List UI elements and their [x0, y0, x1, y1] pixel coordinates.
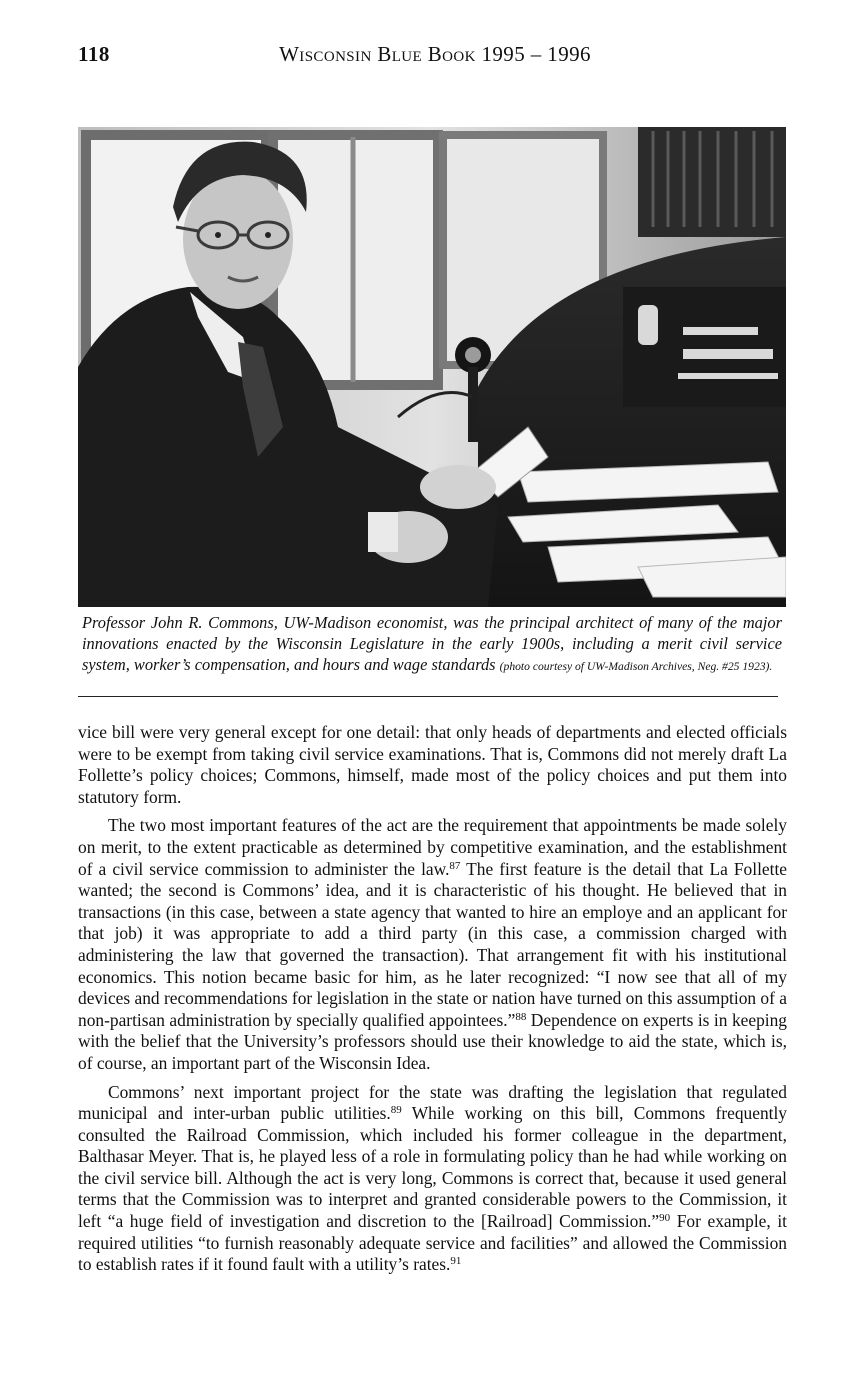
footnote-ref: 88: [515, 1010, 527, 1023]
paragraph-text: The two most important features of the act are the requirement that appointments be made solely on merit, to the extent practicable as determined by competitive examination, and the establishment of a civil service commission to administer the law.: [78, 815, 787, 879]
paragraph-text: Dependence on experts is in keeping with the belief that the University’s professors should use their knowledge to aid the state, which is, of course, an important part of the Wisconsin Idea.: [78, 1009, 787, 1073]
paragraph-text: Commons’ next important project for the state was drafting the legislation that regulated municipal and inter-urban public utilities.: [78, 1081, 787, 1124]
paragraph-text: For example, it required utilities “to furnish reasonably adequate service and facilities” and allowed the Commission to establish rates if it found fault with a utility’s rates.: [78, 1211, 787, 1275]
photo-credit: (photo courtesy of UW-Madison Archives, Neg. #25 1923).: [499, 660, 773, 673]
figure-photo: [78, 127, 786, 607]
footnote-ref: 87: [449, 859, 461, 872]
paragraph: [78, 722, 787, 808]
running-title: Wisconsin Blue Book 1995 – 1996: [279, 42, 591, 66]
paragraph-text: vice bill were very general except for one detail: that only heads of departments and elected officials were to be exempt from taking civil service examinations. That is, Commons did not merely draft La Follette’s policy choices; Commons, himself, made most of the policy choices and put them into statutory form.: [78, 722, 787, 807]
article-body: [78, 722, 787, 1283]
footnote-ref: 89: [390, 1104, 402, 1117]
figure-caption: [82, 612, 782, 677]
paragraph: [78, 1082, 787, 1276]
paragraph-text: The first feature is the detail that La Follette wanted; the second is Commons’ idea, and it is characteristic of his thought. He believed that in transactions (in this case, between a state agency that wanted to hire an employe and an applicant for that job) it was appropriate to add a third party (in this case, a commission charged with administering the law that governed the transaction). That arrangement fit with his institutional economics. This notion became basic for him, as he later recognized: “I now see that all of my devices and recommendations for legislation in the state or nation have turned on this assumption of a non-partisan administration by specially qualified appointees.”: [78, 858, 787, 1030]
paragraph-text: While working on this bill, Commons frequently consulted the Railroad Commission, which included his former colleague in the department, Balthasar Meyer. That is, he played less of a role in formulating policy than he had while working on the civil service bill. Although the act is very long, Commons is correct that, because it used general terms that the Commission was to interpret and granted considerable powers to the Commission, it left “a huge field of investigation and discretion to the [Railroad] Commission.”: [78, 1103, 787, 1232]
portrait-photo-illustration: [78, 127, 786, 607]
caption-text: Professor John R. Commons, UW-Madison economist, was the principal architect of many of the major innovations enacted by the Wisconsin Legislature in the early 1900s, including a merit civil service system, worker’s compensation, and hours and wage standards: [82, 613, 782, 674]
paragraph: [78, 815, 787, 1074]
footnote-ref: 90: [659, 1212, 671, 1225]
footnote-ref: 91: [450, 1255, 462, 1268]
caption-divider: [78, 696, 778, 697]
page-number: 118: [78, 42, 110, 66]
